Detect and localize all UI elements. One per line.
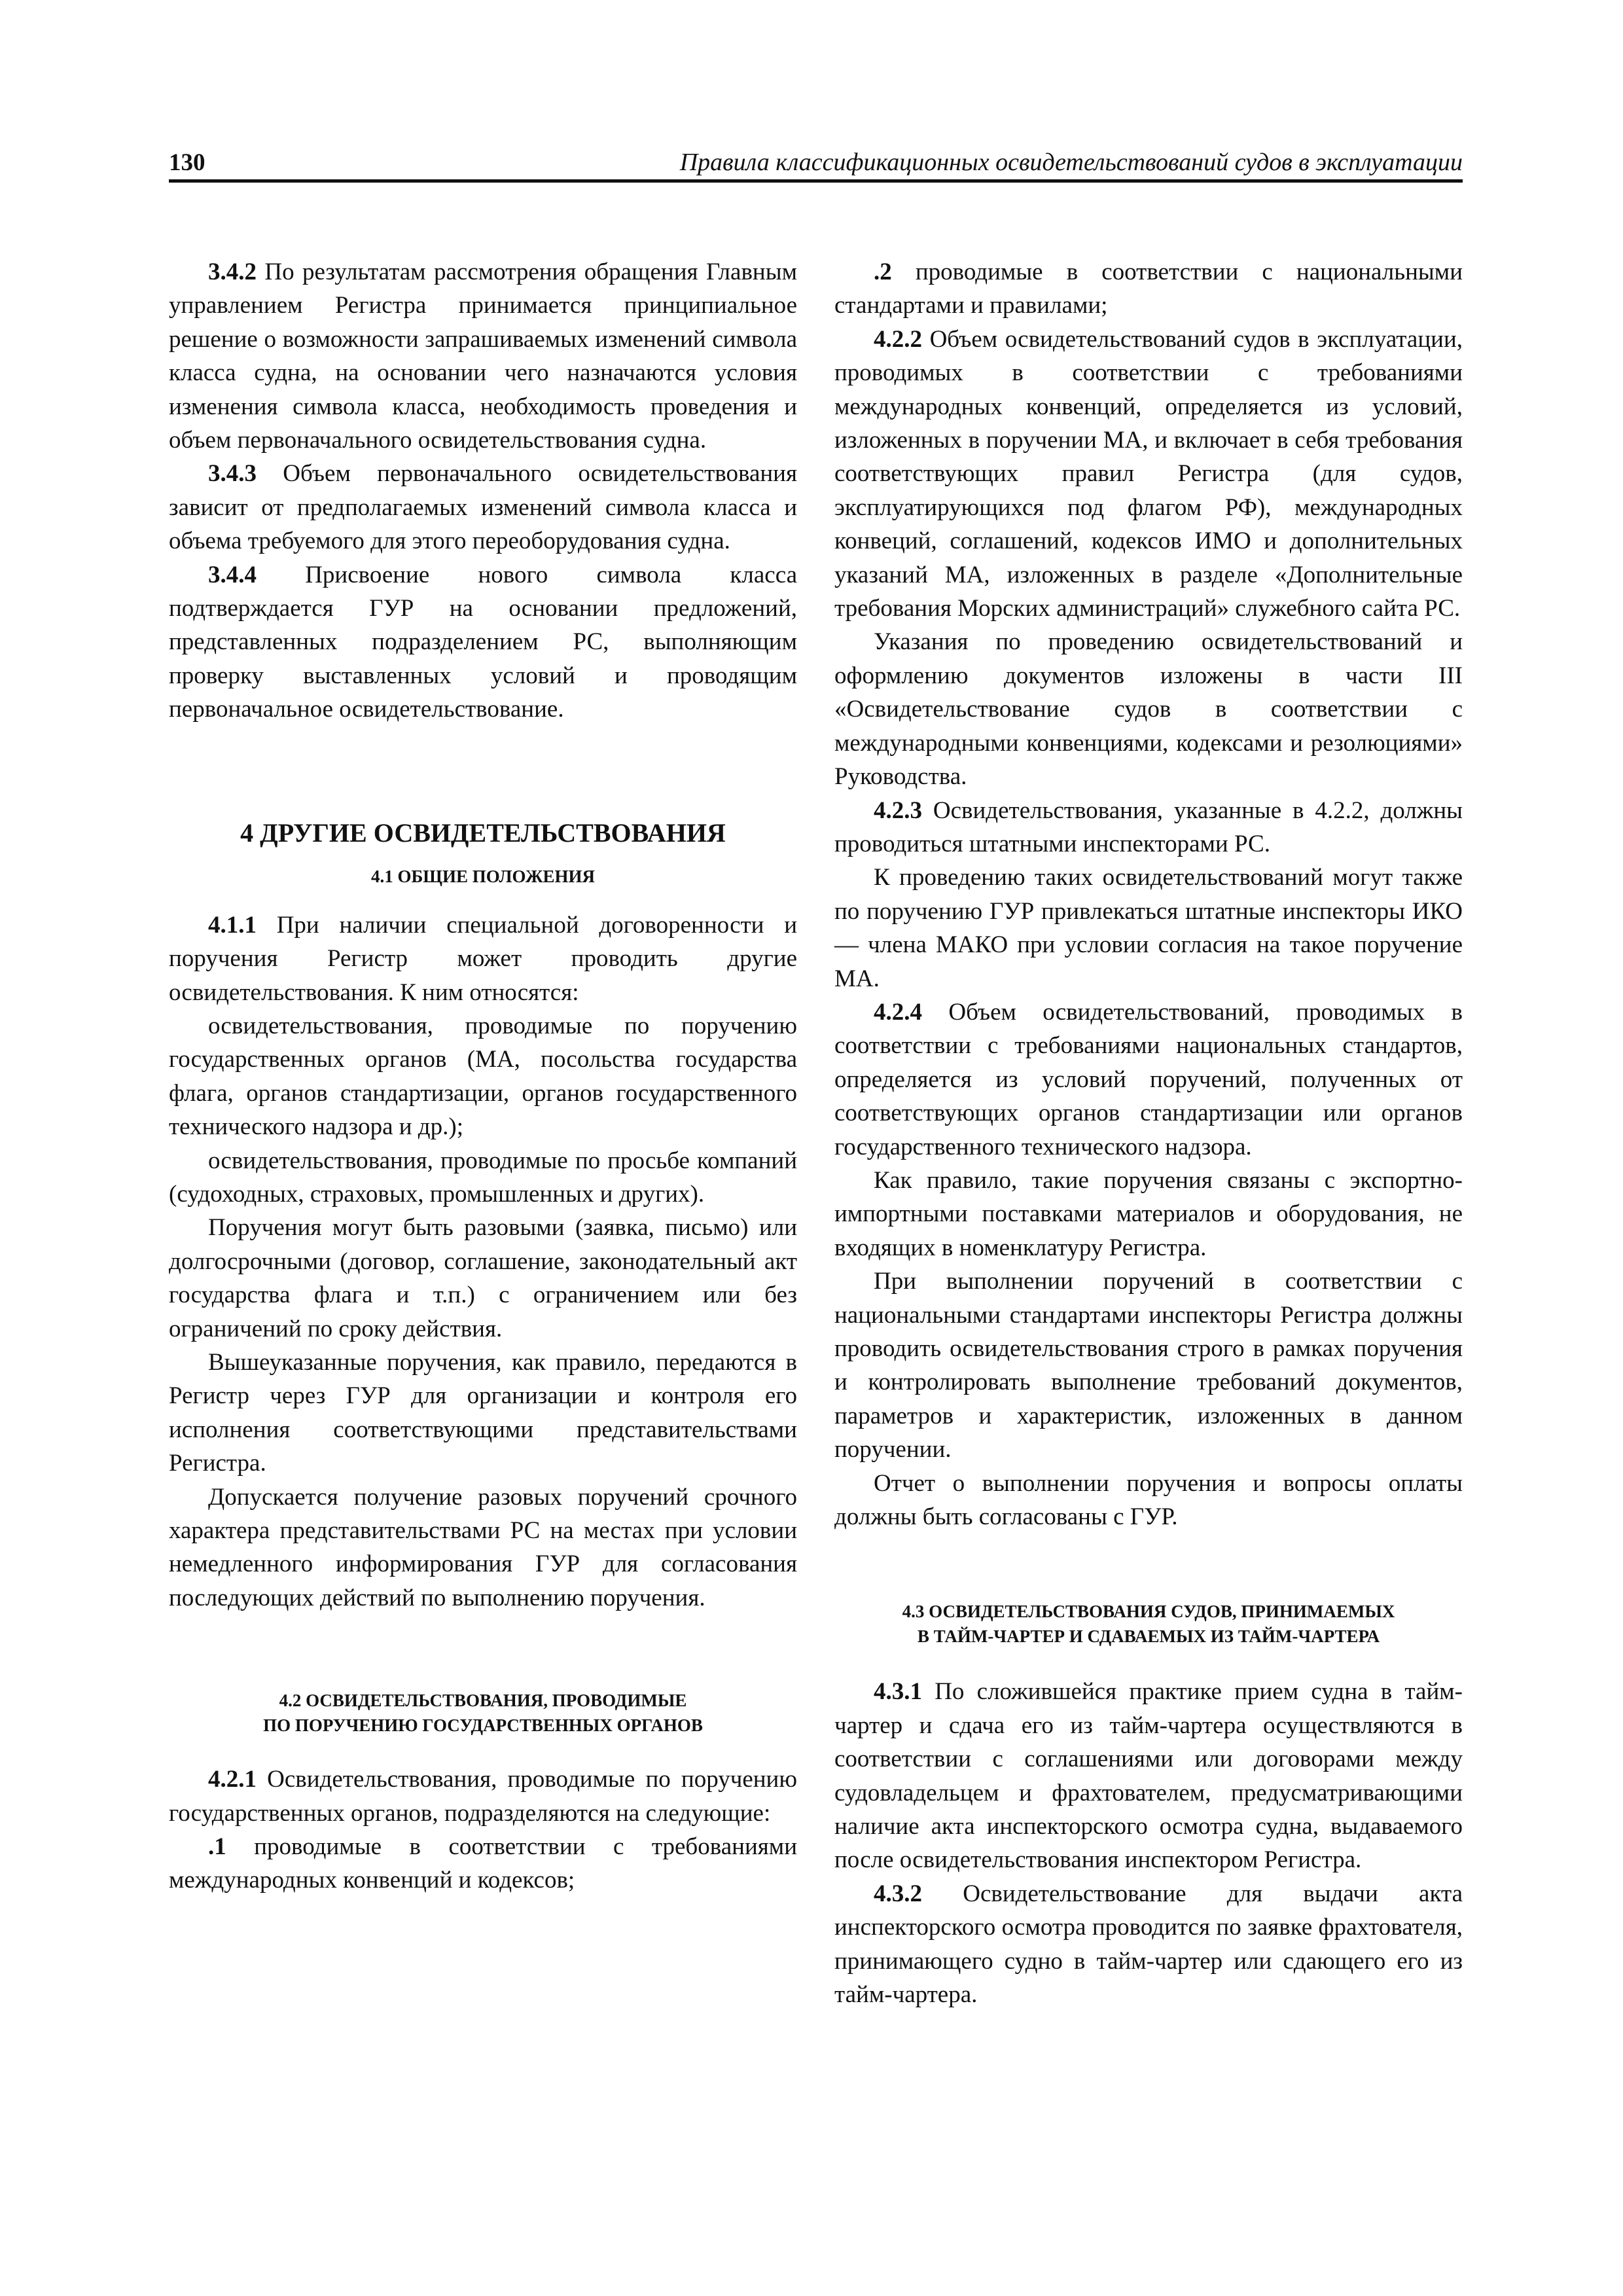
paragraph-4-2-2-b: Указания по проведению освидетельствований и оформлению документов изложены в части III «Освидетельствование судов в соответствии с международными конвенциями, кодексами и резолюциями» Руководства. (834, 628, 1463, 791)
paragraph-4-2-4: 4.2.4 Объем освидетельствований, проводимых в соответствии с требованиями национальных стандартов, определяется из условий поручений, полученных от соответствующих органов стандартизации или органов государственного технического надзора. (834, 998, 1463, 1160)
paragraph-3-4-4: 3.4.4 Присвоение нового символа класса подтверждается ГУР на основании предложений, представленных подразделением РС, выполняющим проверку выставленных условий и проводящим первоначальное освидетельствование. (169, 561, 797, 723)
paragraph-4-2-1: 4.2.1 Освидетельствования, проводимые по поручению государственных органов, подразделяются на следующие: (169, 1766, 797, 1827)
section-4-heading: 4 ДРУГИЕ ОСВИДЕТЕЛЬСТВОВАНИЯ (240, 817, 726, 848)
paragraph-4-1-1: 4.1.1 При наличии специальной договоренности и поручения Регистр может проводить другие освидетельствования. К ним относятся: (169, 911, 797, 1006)
subsection-4-2-heading: 4.2 ОСВИДЕТЕЛЬСТВОВАНИЯ, ПРОВОДИМЫЕ ПО ПОРУЧЕНИЮ ГОСУДАРСТВЕННЫХ ОРГАНОВ (263, 1691, 703, 1736)
right-column (834, 255, 1463, 2012)
paragraph-4-3-1: 4.3.1 По сложившейся практике прием судна в тайм-чартер и сдача его из тайм-чартера осуществляются в соответствии с соглашениями или договорами между судовладельцем и фрахтователем, предусматривающими наличие акта инспекторского осмотра судна, выдаваемого после освидетельствования инспектором Регистра. (834, 1678, 1463, 1874)
paragraph-4-2-4-b: Как правило, такие поручения связаны с экспортно-импортными поставками материалов и оборудования, не входящих в номенклатуру Регистра. (834, 1166, 1463, 1261)
paragraph-4-1-1-a: освидетельствования, проводимые по поручению государственных органов (МА, посольства государства флага, органов стандартизации, органов государственного технического надзора и др.); (169, 1012, 797, 1141)
paragraph-4-1-1-b: освидетельствования, проводимые по просьбе компаний (судоходных, страховых, промышленных и других). (169, 1147, 797, 1208)
paragraph-4-2-2: 4.2.2 Объем освидетельствований судов в эксплуатации, проводимых в соответствии с требованиями международных конвенций, определяется из условий, изложенных в поручении МА, и включает в себя требования соответствующих правил Регистра (для судов, эксплуатирующихся под флагом РФ), международных конвеций, соглашений, кодексов ИМО и дополнительных указаний МА, изложенных в разделе «Дополнительные требования Морских администраций» служебного сайта РС. (834, 325, 1463, 622)
paragraph-4-3-2: 4.3.2 Освидетельствование для выдачи акта инспекторского осмотра проводится по заявке фрахтователя, принимающего судно в тайм-чартер или сдающего его из тайм-чартера. (834, 1880, 1463, 2009)
left-column (169, 255, 797, 1897)
paragraph-4-2-3: 4.2.3 Освидетельствования, указанные в 4.2.2, должны проводиться штатными инспекторами РС. (834, 797, 1463, 857)
page-number: 130 (169, 149, 205, 176)
subsection-4-3-heading: 4.3 ОСВИДЕТЕЛЬСТВОВАНИЯ СУДОВ, ПРИНИМАЕМЫХ В ТАЙМ-ЧАРТЕР И СДАВАЕМЫХ ИЗ ТАЙМ-ЧАРТЕРА (902, 1602, 1395, 1647)
paragraph-4-1-1-c: Поручения могут быть разовыми (заявка, письмо) или долгосрочными (договор, соглашение, законодательный акт государства флага и т.п.) с ограничением или без ограничений по сроку действия. (169, 1214, 797, 1342)
paragraph-4-2-3-b: К проведению таких освидетельствований могут также по поручению ГУР привлекаться штатные инспекторы ИКО — члена МАКО при условии согласия на такое поручение МА. (834, 864, 1463, 992)
running-title: Правила классификационных освидетельствований судов в эксплуатации (679, 149, 1463, 176)
page-header (169, 145, 1463, 183)
paragraph-3-4-3: 3.4.3 Объем первоначального освидетельствования зависит от предполагаемых изменений символа класса и объема требуемого для этого переоборудования судна. (169, 460, 797, 555)
paragraph-3-4-2: 3.4.2 По результатам рассмотрения обращения Главным управлением Регистра принимается принципиальное решение о возможности запрашиваемых изменений символа класса судна, на основании чего назначаются условия изменения символа класса, необходимость проведения и объем первоначального освидетельствования судна. (169, 259, 797, 454)
list-item-1: .1 проводимые в соответствии с требованиями международных конвенций и кодексов; (169, 1833, 797, 1894)
list-item-2: .2 проводимые в соответствии с национальными стандартами и правилами; (834, 259, 1463, 319)
paragraph-4-2-4-c: При выполнении поручений в соответствии с национальными стандартами инспекторы Регистра должны проводить освидетельствования строго в рамках поручения и контролировать выполнение требований документов, параметров и характеристик, изложенных в данном поручении. (834, 1268, 1463, 1463)
paragraph-4-1-1-e: Допускается получение разовых поручений срочного характера представительствами РС на местах при условии немедленного информирования ГУР для согласования последующих действий по выполнению поручения. (169, 1483, 797, 1611)
paragraph-4-2-4-d: Отчет о выполнении поручения и вопросы оплаты должны быть согласованы с ГУР. (834, 1469, 1463, 1531)
subsection-4-1-heading: 4.1 ОБЩИЕ ПОЛОЖЕНИЯ (370, 866, 596, 886)
paragraph-4-1-1-d: Вышеуказанные поручения, как правило, передаются в Регистр через ГУР для организации и контроля его исполнения соответствующими представительствами Регистра. (169, 1348, 797, 1477)
